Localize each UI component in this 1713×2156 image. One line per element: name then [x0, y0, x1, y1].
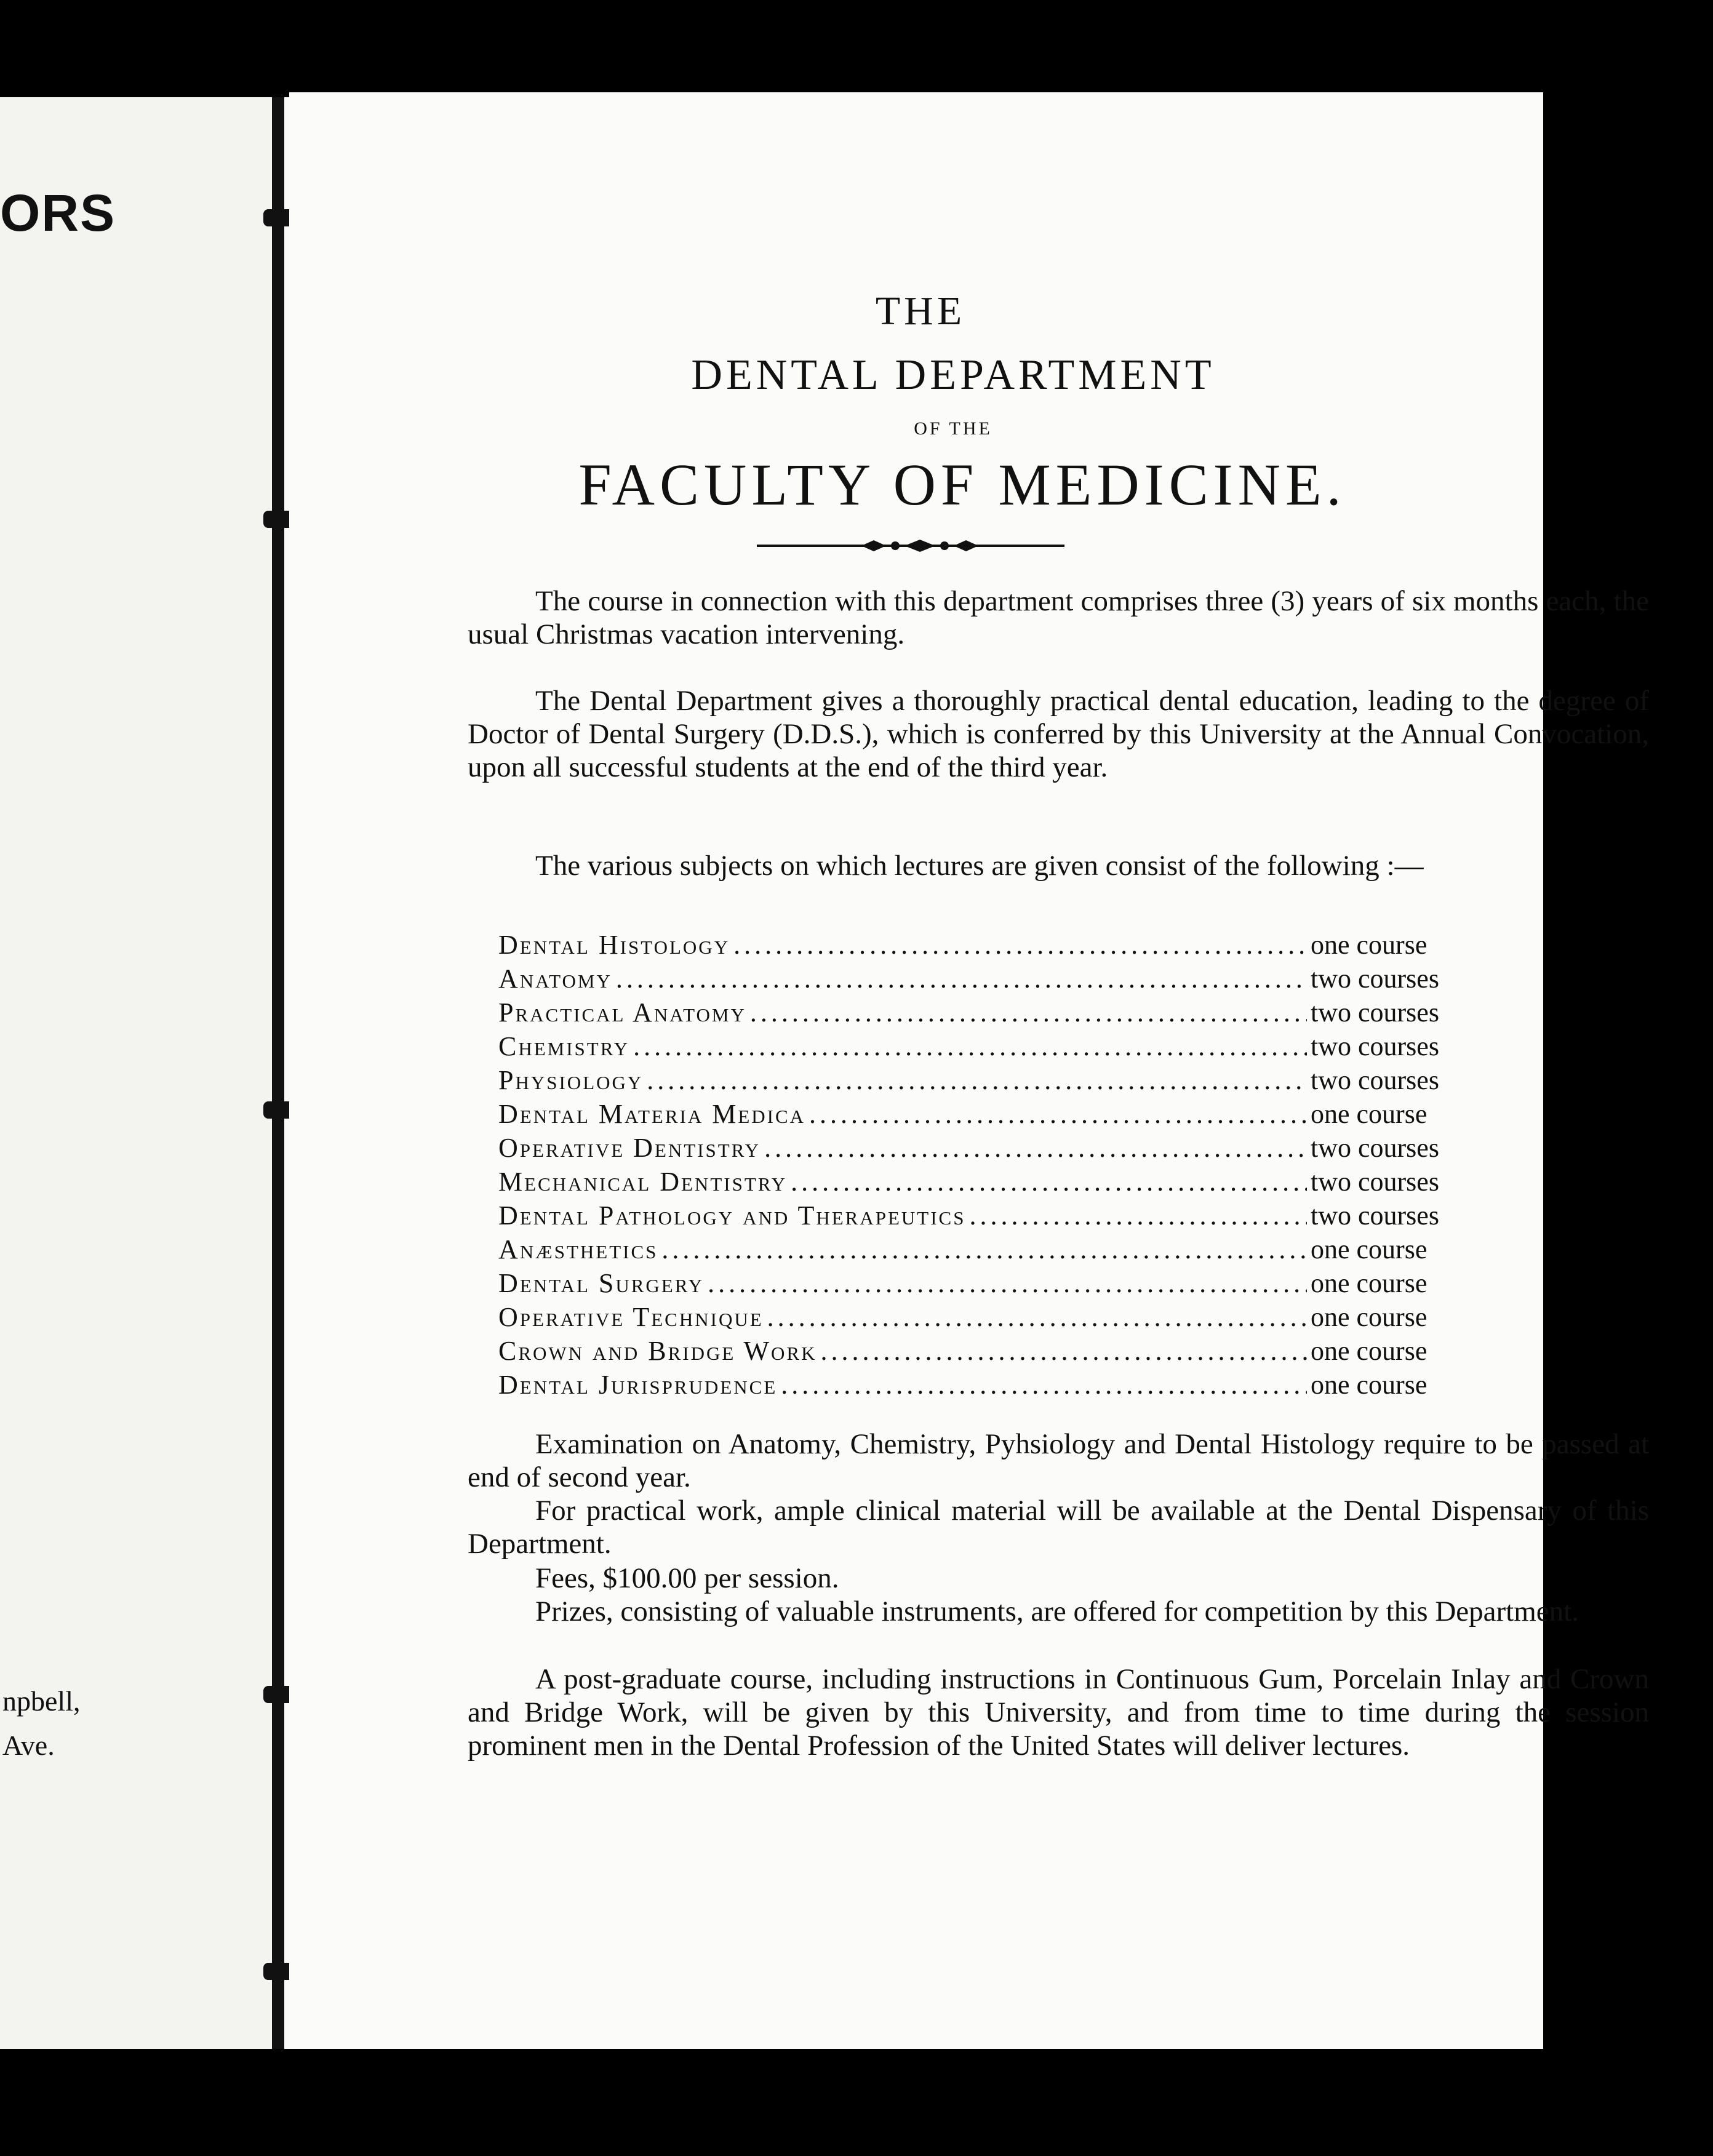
paragraph-fees: Fees, $100.00 per session.: [535, 1562, 839, 1594]
ornamental-rule: [757, 537, 1064, 555]
left-page-fragment: [0, 97, 280, 2049]
list-item: Operative Dentistry ..... two courses: [498, 1132, 1477, 1166]
left-page-header-fragment: ORS: [0, 184, 116, 242]
paragraph-practical-work: For practical work, ample clinical material will be available at the Dental Dispensary of this Department.: [468, 1495, 1649, 1560]
paragraph-subjects-intro: The various subjects on which lectures are given consist of the following :—: [535, 850, 1424, 882]
list-item: Anæsthetics ..... one course: [498, 1234, 1477, 1268]
list-item: Chemistry ..... two courses: [498, 1031, 1477, 1064]
list-item: Dental Pathology and Therapeutics ..... two courses: [498, 1200, 1477, 1234]
page-title: FACULTY OF MEDICINE.: [578, 452, 1346, 517]
list-item: Dental Surgery ..... one course: [498, 1268, 1477, 1301]
course-list: [498, 929, 1477, 1403]
list-item: Dental Histology ..... one course: [498, 929, 1477, 963]
left-page-text-line: npbell,: [2, 1685, 81, 1717]
list-item: Dental Materia Medica ..... one course: [498, 1098, 1477, 1132]
list-item: Mechanical Dentistry ..... two courses: [498, 1166, 1477, 1200]
heading-the: THE: [875, 289, 966, 333]
list-item: Dental Jurisprudence ..... one course: [498, 1369, 1477, 1403]
page-content: [289, 92, 1649, 2049]
list-item: Crown and Bridge Work ..... one course: [498, 1335, 1477, 1369]
left-page-text-line: Ave.: [2, 1730, 55, 1761]
page-gutter: [268, 97, 289, 2049]
paragraph-course-length: The course in connection with this department comprises three (3) years of six months each, the usual Christmas vacation intervening.: [468, 585, 1649, 650]
heading-of-the: OF THE: [914, 418, 992, 439]
right-page: [289, 92, 1649, 2049]
heading-department: DENTAL DEPARTMENT: [691, 351, 1215, 399]
paragraph-department-description: The Dental Department gives a thoroughly practical dental education, leading to the degree of Doctor of Dental Surgery (D.D.S.), which is conferred by this University at the Annual Convocation, upon all successful students at the end of the third year.: [468, 685, 1649, 783]
list-item: Physiology ..... two courses: [498, 1064, 1477, 1098]
list-item: Operative Technique ..... one course: [498, 1301, 1477, 1335]
list-item: Anatomy ..... two courses: [498, 963, 1477, 997]
paragraph-prizes: Prizes, consisting of valuable instruments, are offered for competition by this Department.: [535, 1595, 1579, 1627]
list-item: Practical Anatomy ..... two courses: [498, 997, 1477, 1031]
paragraph-examinations: Examination on Anatomy, Chemistry, Pyhsiology and Dental Histology require to be passed at end of second year.: [468, 1428, 1649, 1493]
paragraph-post-graduate: A post-graduate course, including instructions in Continuous Gum, Porcelain Inlay and Crown and Bridge Work, will be given by this University, and from time to time during the session prominent men in the Dental Profession of the United States will deliver lectures.: [468, 1663, 1649, 1762]
